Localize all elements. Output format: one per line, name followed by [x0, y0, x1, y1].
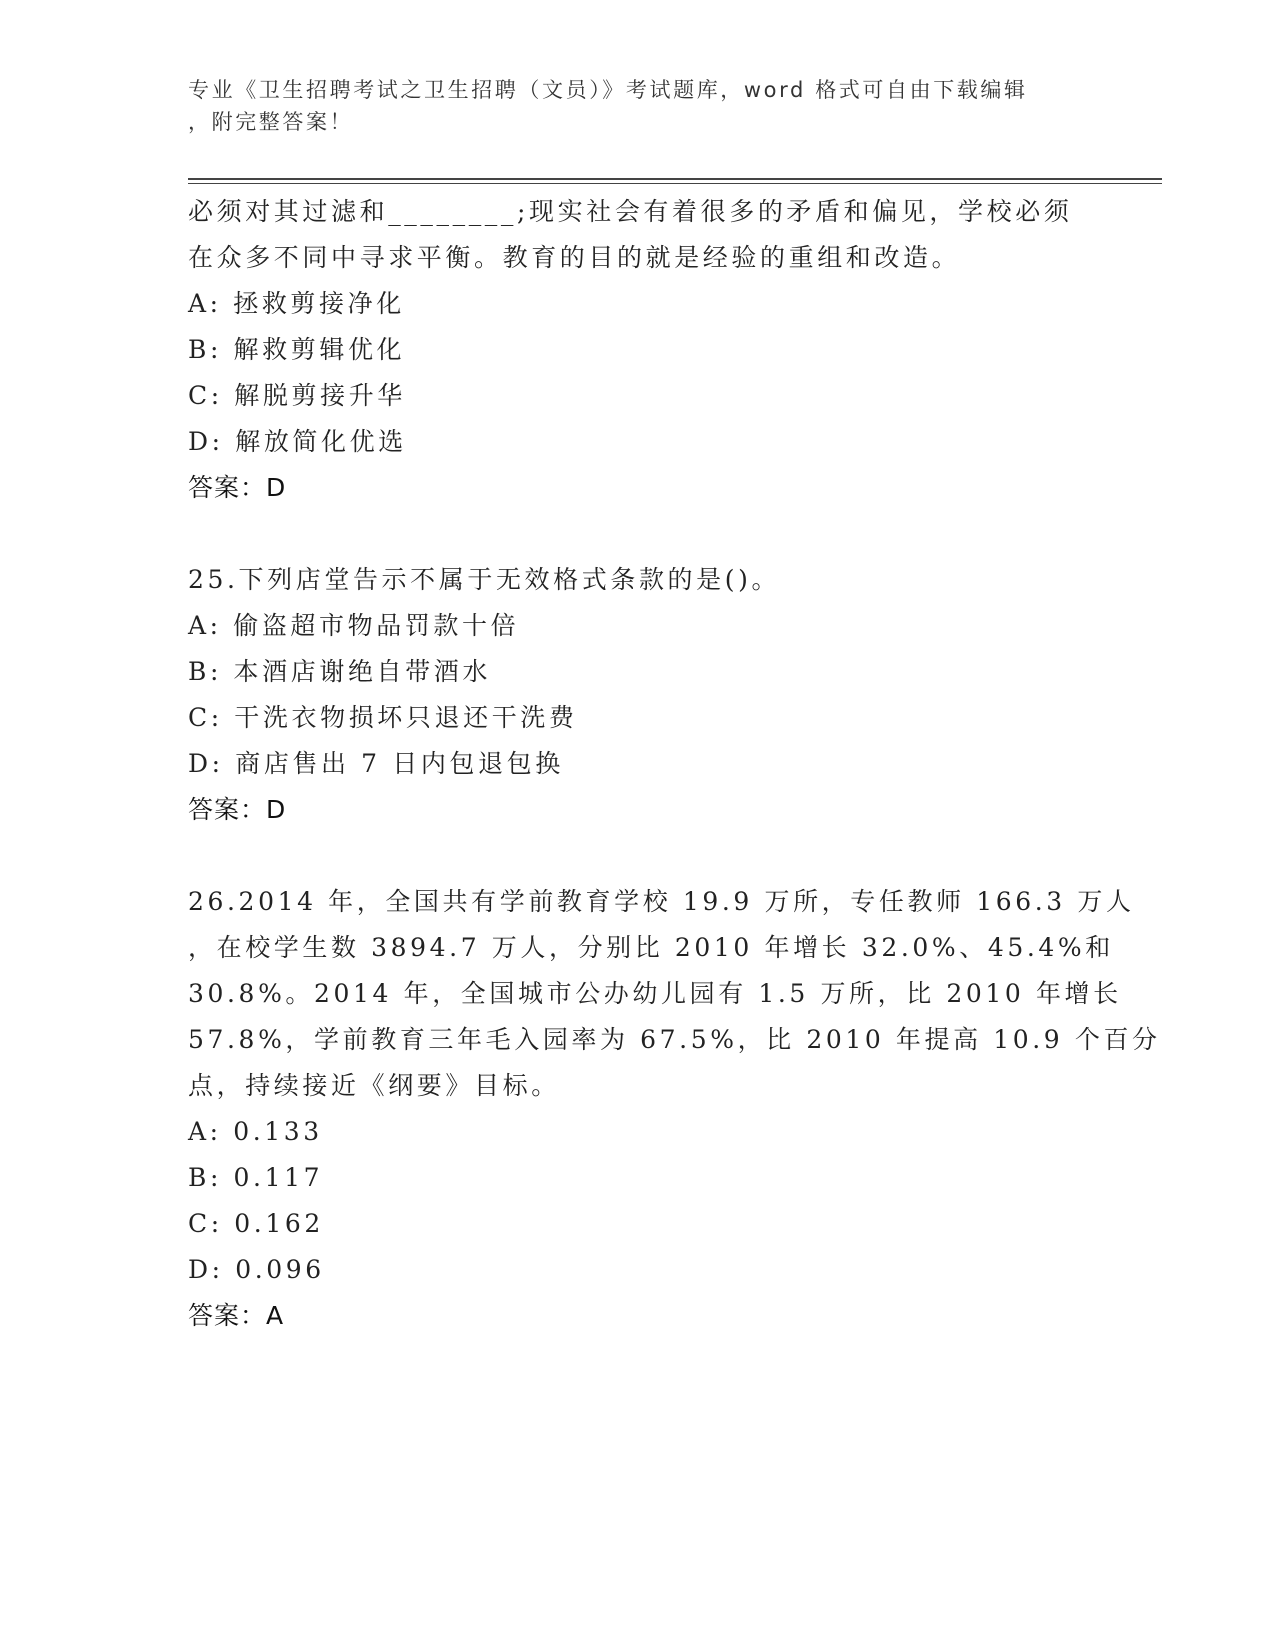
question-25	[188, 557, 1088, 833]
answer-line: 答案：D	[188, 795, 287, 824]
question-spacer	[188, 511, 1088, 557]
question-stem-line: 必须对其过滤和________;现实社会有着很多的矛盾和偏见，学校必须	[188, 197, 1073, 226]
question-stem-line: 26.2014 年，全国共有学前教育学校 19.9 万所，专任教师 166.3 万人	[188, 887, 1135, 916]
option-d: D: 解放简化优选	[188, 427, 407, 456]
option-a: A: 拯救剪接净化	[188, 289, 405, 318]
question-stem-line: 在众多不同中寻求平衡。教育的目的就是经验的重组和改造。	[188, 243, 961, 272]
option-b: B: 本酒店谢绝自带酒水	[188, 657, 491, 686]
answer-line: 答案：D	[188, 473, 287, 502]
question-stem-line: 25.下列店堂告示不属于无效格式条款的是()。	[188, 565, 781, 594]
header-divider-thick	[188, 178, 1162, 180]
question-26	[188, 879, 1161, 1339]
option-d: D: 0.096	[188, 1255, 325, 1284]
question-stem-line: 30.8%。2014 年，全国城市公办幼儿园有 1.5 万所，比 2010 年增长	[188, 979, 1122, 1008]
option-a: A: 0.133	[188, 1117, 323, 1146]
question-content	[188, 189, 1161, 1339]
question-stem-line: ，在校学生数 3894.7 万人，分别比 2010 年增长 32.0%、45.4%和	[188, 933, 1114, 962]
option-c: C: 0.162	[188, 1209, 324, 1238]
option-c: C: 干洗衣物损坏只退还干洗费	[188, 703, 578, 732]
question-stem-line: 点，持续接近《纲要》目标。	[188, 1071, 560, 1100]
option-b: B: 解救剪辑优化	[188, 335, 406, 364]
header-divider-thin	[188, 183, 1162, 184]
question-stem-line: 57.8%，学前教育三年毛入园率为 67.5%，比 2010 年提高 10.9 个百分	[188, 1025, 1161, 1054]
header-line-1: 专业《卫生招聘考试之卫生招聘（文员）》考试题库，word 格式可自由下载编辑	[188, 78, 1028, 102]
answer-line: 答案：A	[188, 1301, 285, 1330]
option-b: B: 0.117	[188, 1163, 324, 1192]
header-line-2: ，附完整答案！	[188, 110, 354, 134]
option-d: D: 商店售出 7 日内包退包换	[188, 749, 564, 778]
document-header	[188, 74, 1068, 138]
option-a: A: 偷盗超市物品罚款十倍	[188, 611, 520, 640]
option-c: C: 解脱剪接升华	[188, 381, 406, 410]
question-24	[188, 189, 1088, 511]
question-spacer	[188, 833, 1088, 879]
